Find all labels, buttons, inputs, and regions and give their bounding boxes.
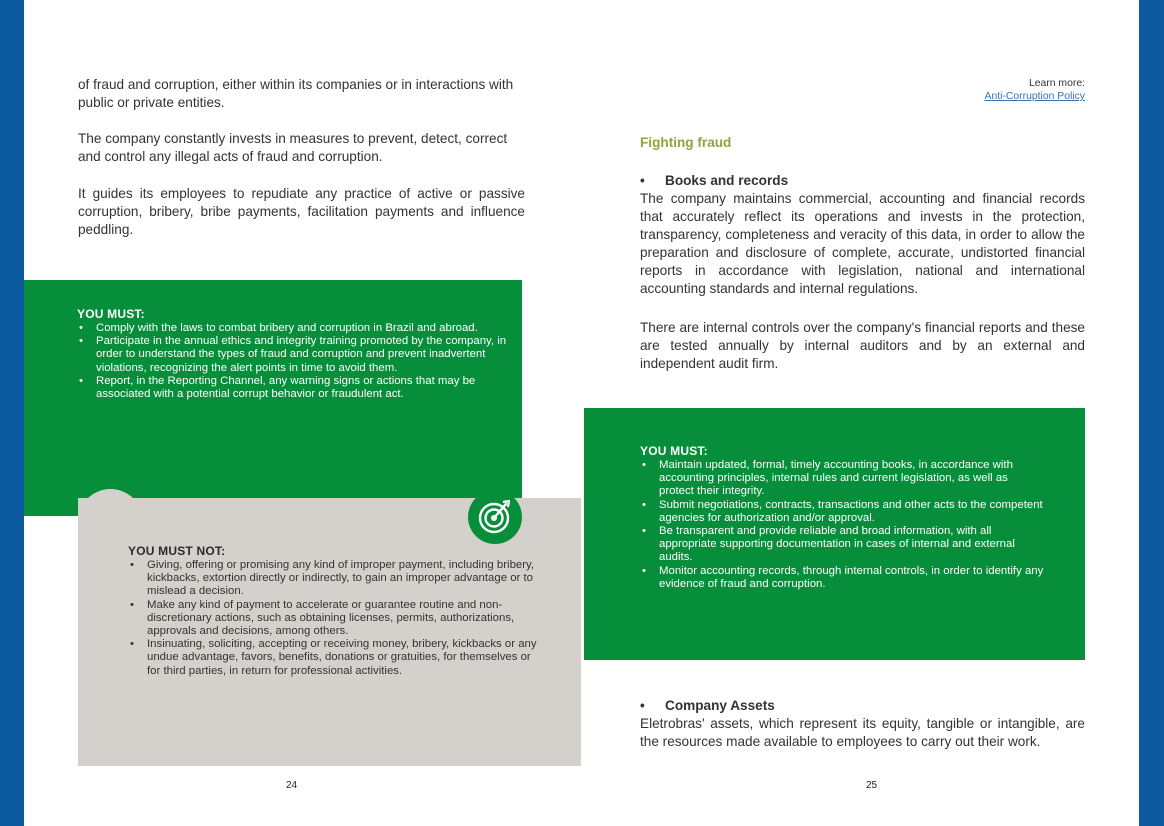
- page-number-right: 25: [866, 780, 878, 791]
- anti-corruption-policy-link[interactable]: Anti-Corruption Policy: [984, 91, 1085, 102]
- document-spread: [24, 0, 1139, 826]
- list-item: • Submit negotiations, contracts, transactions and other acts to the competent agencies for authorization and/or approval.: [640, 499, 1044, 525]
- list-item: • Participate in the annual ethics and integrity training promoted by the company, in order to understand the types of fraud and corruption and prevent inadvertent violations, recognizing the alert points in time to avoid them.: [77, 335, 507, 375]
- you-must-list: [77, 322, 507, 401]
- you-must-title: YOU MUST:: [77, 307, 145, 321]
- intro-paragraph: of fraud and corruption, either within its companies or in interactions with public or private entities.: [78, 77, 514, 110]
- you-must-not-title: YOU MUST NOT:: [128, 544, 226, 558]
- list-item: • Maintain updated, formal, timely accounting books, in accordance with accounting principles, internal rules and current legislation, as well as protect their integrity.: [640, 459, 1044, 499]
- books-heading: • Books and records: [640, 173, 789, 188]
- section-title: Fighting fraud: [640, 135, 732, 150]
- assets-heading: • Company Assets: [640, 698, 775, 713]
- learn-more: [985, 77, 1085, 103]
- controls-paragraph: There are internal controls over the company's financial reports and these are tested annually by internal auditors and by an external and independent audit firm.: [640, 320, 1085, 371]
- guidance-paragraph: It guides its employees to repudiate any practice of active or passive corruption, bribery, bribe payments, facilitation payments and influence peddling.: [78, 186, 525, 237]
- prevention-paragraph: The company constantly invests in measures to prevent, detect, correct and control any illegal acts of fraud and corruption.: [78, 131, 508, 164]
- you-must-not-content: [128, 544, 538, 678]
- list-item: • Giving, offering or promising any kind of improper payment, including bribery, kickbacks, extortion directly or indirectly, to gain an improper advantage or to mislead a decision.: [128, 559, 538, 599]
- you-must-title-right: YOU MUST:: [640, 444, 708, 458]
- books-heading-text: Books and records: [665, 173, 789, 188]
- books-paragraph: The company maintains commercial, accounting and financial records that accurately reflect its operations and invests in the protection, transparency, completeness and veracity of this data, in order to allow the preparation and disclosure of complete, accurate, undistorted financial reports in accordance with legislation, national and international accounting standards and internal regulations.: [640, 191, 1085, 296]
- assets-paragraph: Eletrobras' assets, which represent its equity, tangible or intangible, are the resources made available to employees to carry out their work.: [640, 716, 1085, 749]
- list-item: • Comply with the laws to combat bribery and corruption in Brazil and abroad.: [77, 322, 507, 335]
- you-must-box: [24, 280, 522, 516]
- learn-more-label: Learn more:: [1028, 78, 1085, 89]
- page-number-left: 24: [286, 780, 298, 791]
- list-item: • Monitor accounting records, through internal controls, in order to identify any evidence of fraud and corruption.: [640, 565, 1044, 591]
- you-must-list-right: [640, 459, 1044, 591]
- list-item: • Be transparent and provide reliable and broad information, with all appropriate supporting documentation in cases of internal and external audits.: [640, 525, 1044, 565]
- list-item: • Report, in the Reporting Channel, any warning signs or actions that may be associated with a potential corrupt behavior or fraudulent act.: [77, 375, 507, 401]
- list-item: • Insinuating, soliciting, accepting or receiving money, bribery, kickbacks or any undue advantage, favors, benefits, donations or gratuities, for themselves or for third parties, in return for professional activities.: [128, 638, 538, 678]
- you-must-not-list: [128, 559, 538, 678]
- list-item: • Make any kind of payment to accelerate or guarantee routine and non-discretionary actions, such as obtaining licenses, permits, authorizations, approvals and decisions, among others.: [128, 599, 538, 639]
- target-icon: [468, 490, 522, 544]
- you-must-box-right: [584, 408, 1085, 660]
- assets-heading-text: Company Assets: [665, 698, 775, 713]
